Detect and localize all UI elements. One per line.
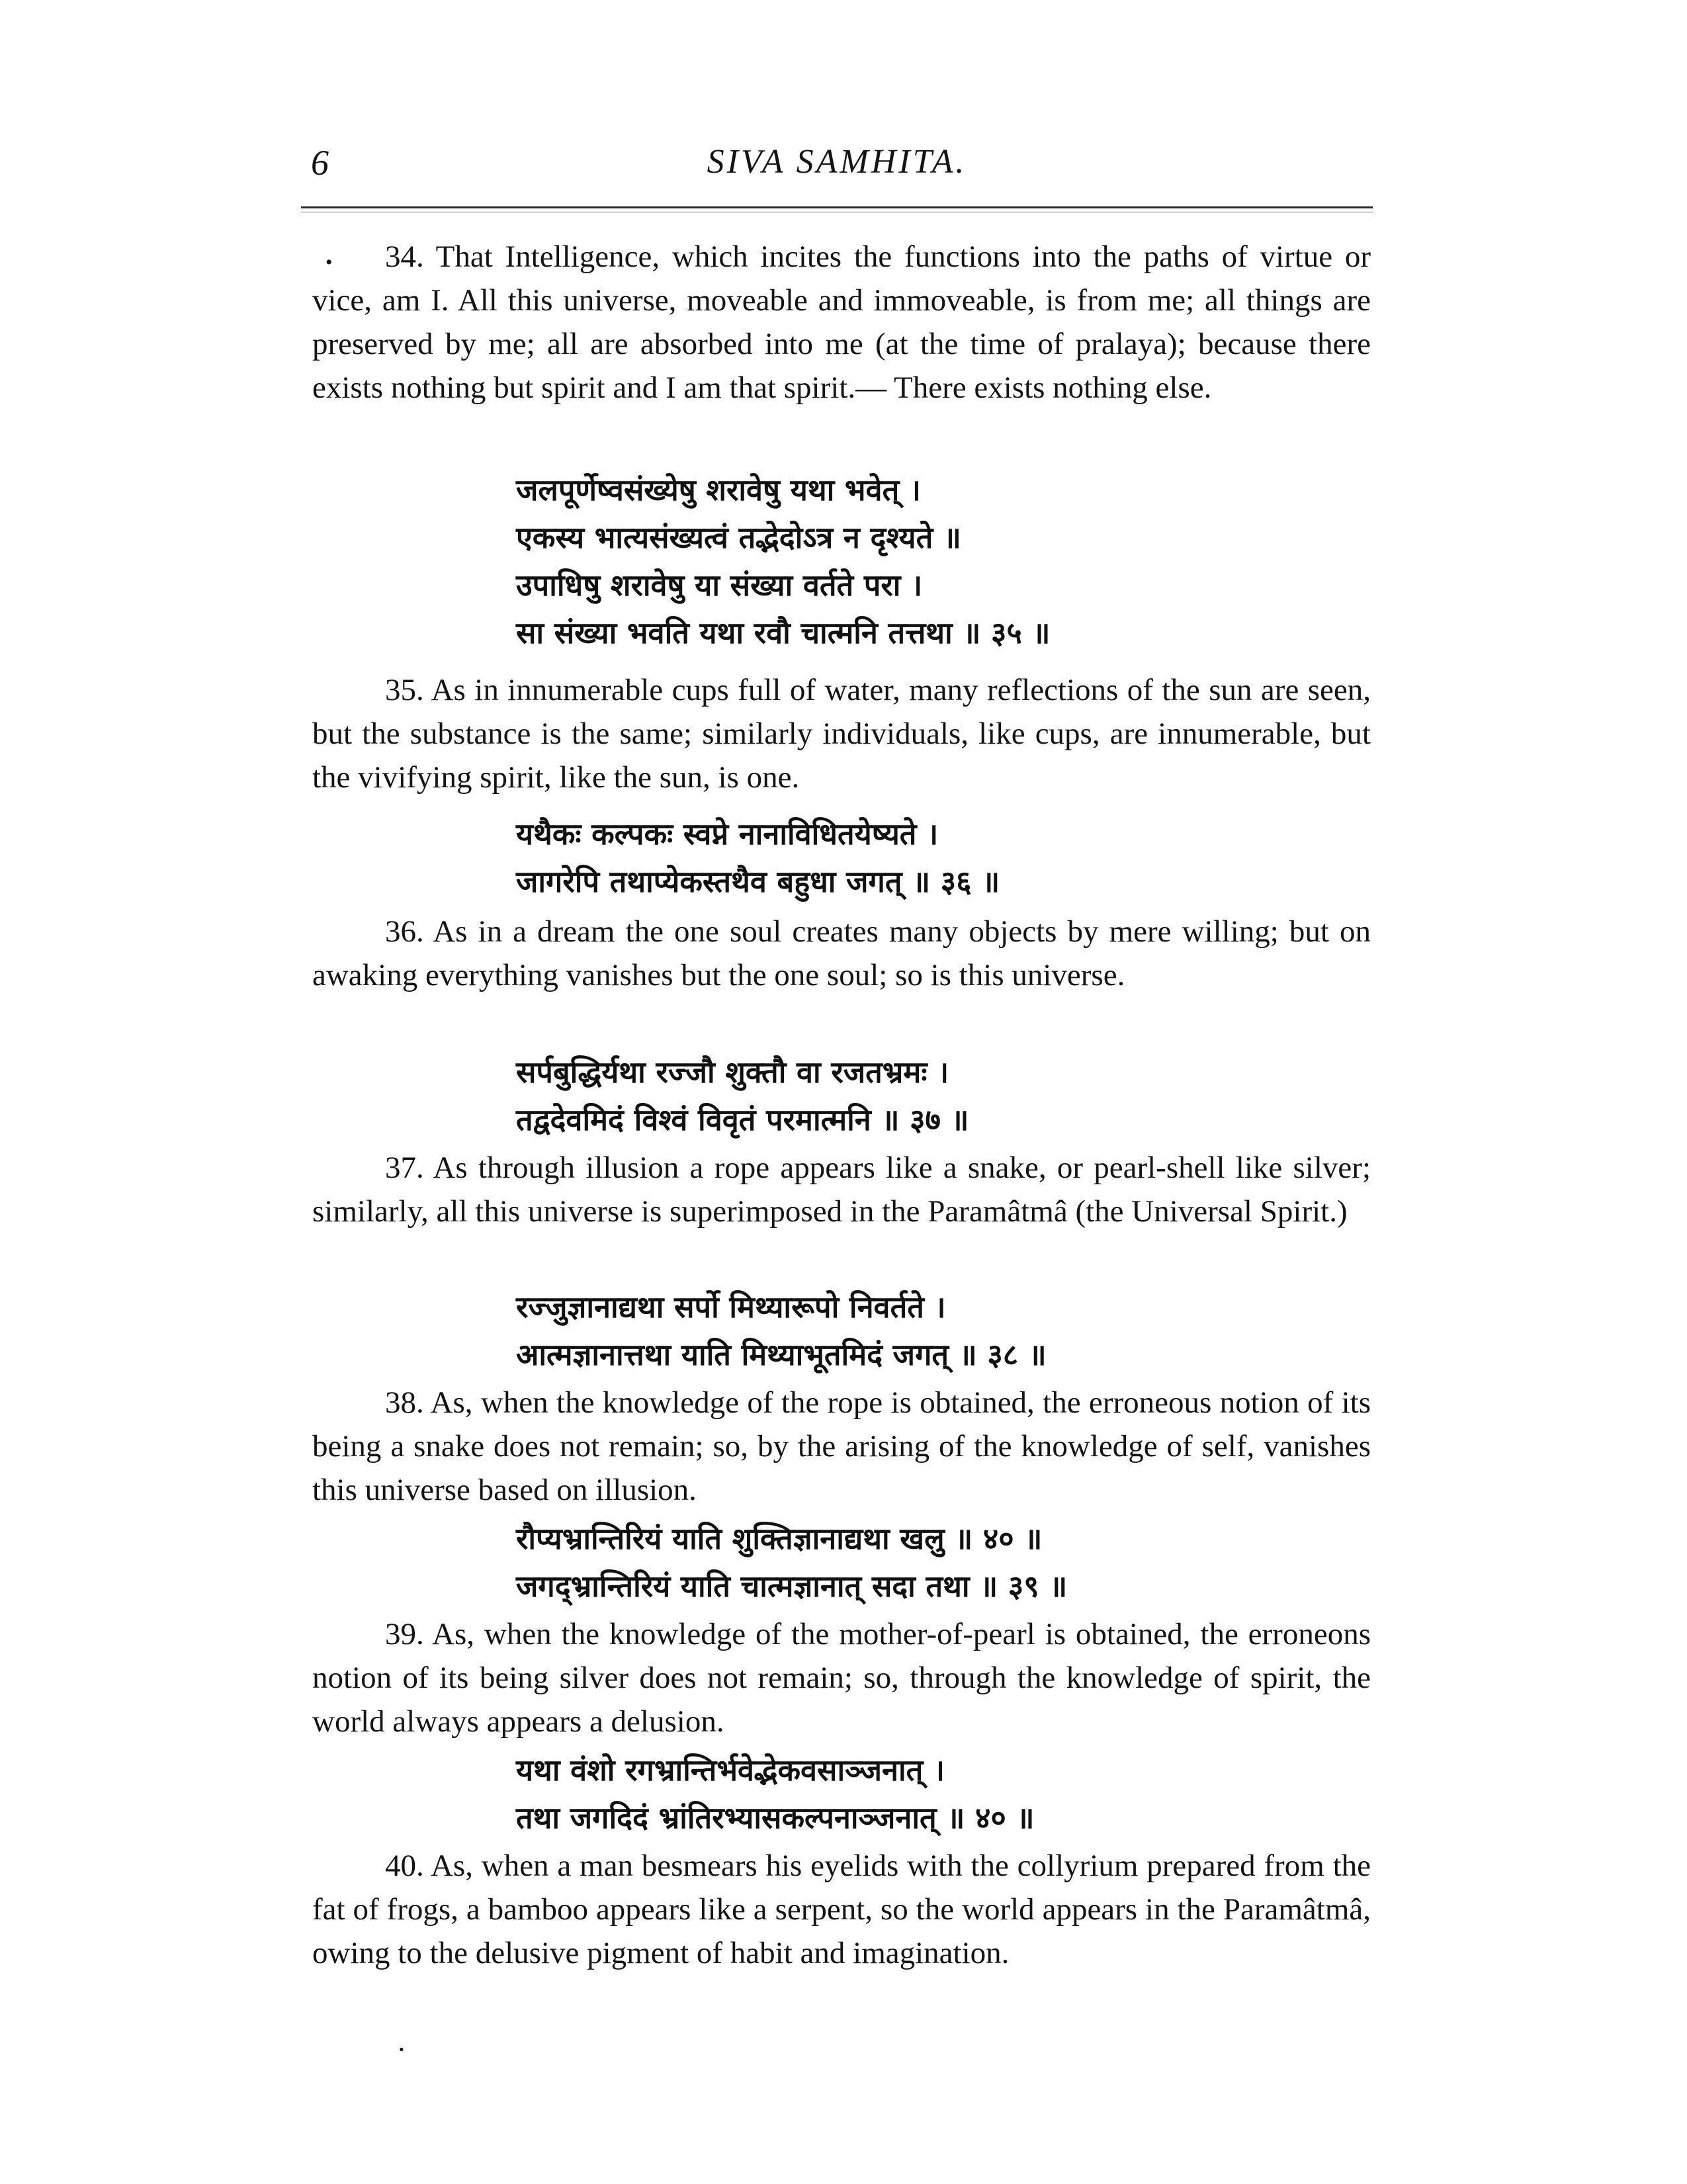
verse-39 [516, 1515, 1376, 1610]
running-title: SIVA SAMHITA. [707, 143, 967, 181]
paragraph-34: 34. That Intelligence, which incites the functions into the paths of virtue or vice, am I. All this universe, moveable and immoveable, is from me; all things are preserved by me; all are absorbed into me (at the time of pralaya); because there exists nothing but spirit and I am that spirit.— There exists nothing else. [312, 240, 1371, 405]
verse-37 [516, 1049, 1376, 1144]
verse-line: जलपूर्णेष्वसंख्येषु शरावेषु यथा भवेत् । [516, 472, 921, 507]
print-mark: • [399, 2041, 404, 2058]
verse-line: सर्पबुद्धिर्यथा रज्जौ शुक्तौ वा रजतभ्रमः । [516, 1055, 949, 1090]
paragraph-35: 35. As in innumerable cups full of water, many reflections of the sun are seen, but the substance is the same; similarly individuals, like cups, are innumerable, but the vivifying spirit, like the sun, is one. [312, 673, 1371, 795]
verse-line: आत्मज्ञानात्तथा याति मिथ्याभूतमिदं जगत् ॥ ३८ ॥ [516, 1337, 1047, 1372]
paragraph-39: 39. As, when the knowledge of the mother-of-pearl is obtained, the erroneons notion of its being silver does not remain; so, through the knowledge of spirit, the world always appears a delusion. [312, 1617, 1371, 1739]
verse-line: रौप्यभ्रान्तिरियं याति शुक्तिज्ञानाद्यथा खलु ॥ ४० ॥ [516, 1521, 1043, 1556]
paragraph-36: 36. As in a dream the one soul creates many objects by mere willing; but on awaking everything vanishes but the one soul; so is this universe. [312, 914, 1371, 992]
margin-mark: • [325, 251, 333, 273]
verse-line: जगद्भ्रान्तिरियं याति चात्मज्ञानात् सदा तथा ॥ ३९ ॥ [516, 1569, 1068, 1604]
verse-35 [516, 466, 1376, 657]
verse-line: यथा वंशो रगभ्रान्तिर्भवेद्भेकवसाञ्जनात् । [516, 1753, 945, 1788]
paragraph-40: 40. As, when a man besmears his eyelids with the collyrium prepared from the fat of frogs, a bamboo appears like a serpent, so the world appears in the Paramâtmâ, owing to the delusive pigment of habit and imagination. [312, 1849, 1371, 1970]
page-number: 6 [311, 143, 329, 183]
verse-line: यथैकः कल्पकः स्वप्ने नानाविधितयेष्यते । [516, 816, 939, 852]
verse-line: एकस्य भात्यसंख्यत्वं तद्भेदोऽत्र न दृश्यते ॥ [516, 520, 961, 555]
verse-line: सा संख्या भवति यथा रवौ चात्मनि तत्तथा ॥ ३५ ॥ [516, 615, 1051, 650]
verse-36 [516, 810, 1376, 906]
header-rule [301, 206, 1373, 208]
verse-line: उपाधिषु शरावेषु या संख्या वर्तते परा । [516, 568, 923, 603]
paragraph-38: 38. As, when the knowledge of the rope is obtained, the erroneous notion of its being a snake does not remain; so, by the arising of the knowledge of self, vanishes this universe based on illusion. [312, 1385, 1371, 1507]
verse-40 [516, 1747, 1376, 1842]
verse-38 [516, 1284, 1376, 1379]
verse-line: जागरेपि तथाप्येकस्तथैव बहुधा जगत् ॥ ३६ ॥ [516, 864, 1000, 899]
paragraph-37: 37. As through illusion a rope appears like a snake, or pearl-shell like silver; similarly, all this universe is superimposed in the Paramâtmâ (the Universal Spirit.) [312, 1151, 1371, 1229]
verse-line: तथा जगदिदं भ्रांतिरभ्यासकल्पनाञ्जनात् ॥ ४० ॥ [516, 1800, 1035, 1835]
verse-line: तद्वदेवमिदं विश्वं विवृतं परमात्मनि ॥ ३७ ॥ [516, 1102, 969, 1137]
page-header [301, 142, 1373, 195]
verse-line: रज्जुज्ञानाद्यथा सर्पो मिथ्यारूपो निवर्तते । [516, 1289, 946, 1325]
